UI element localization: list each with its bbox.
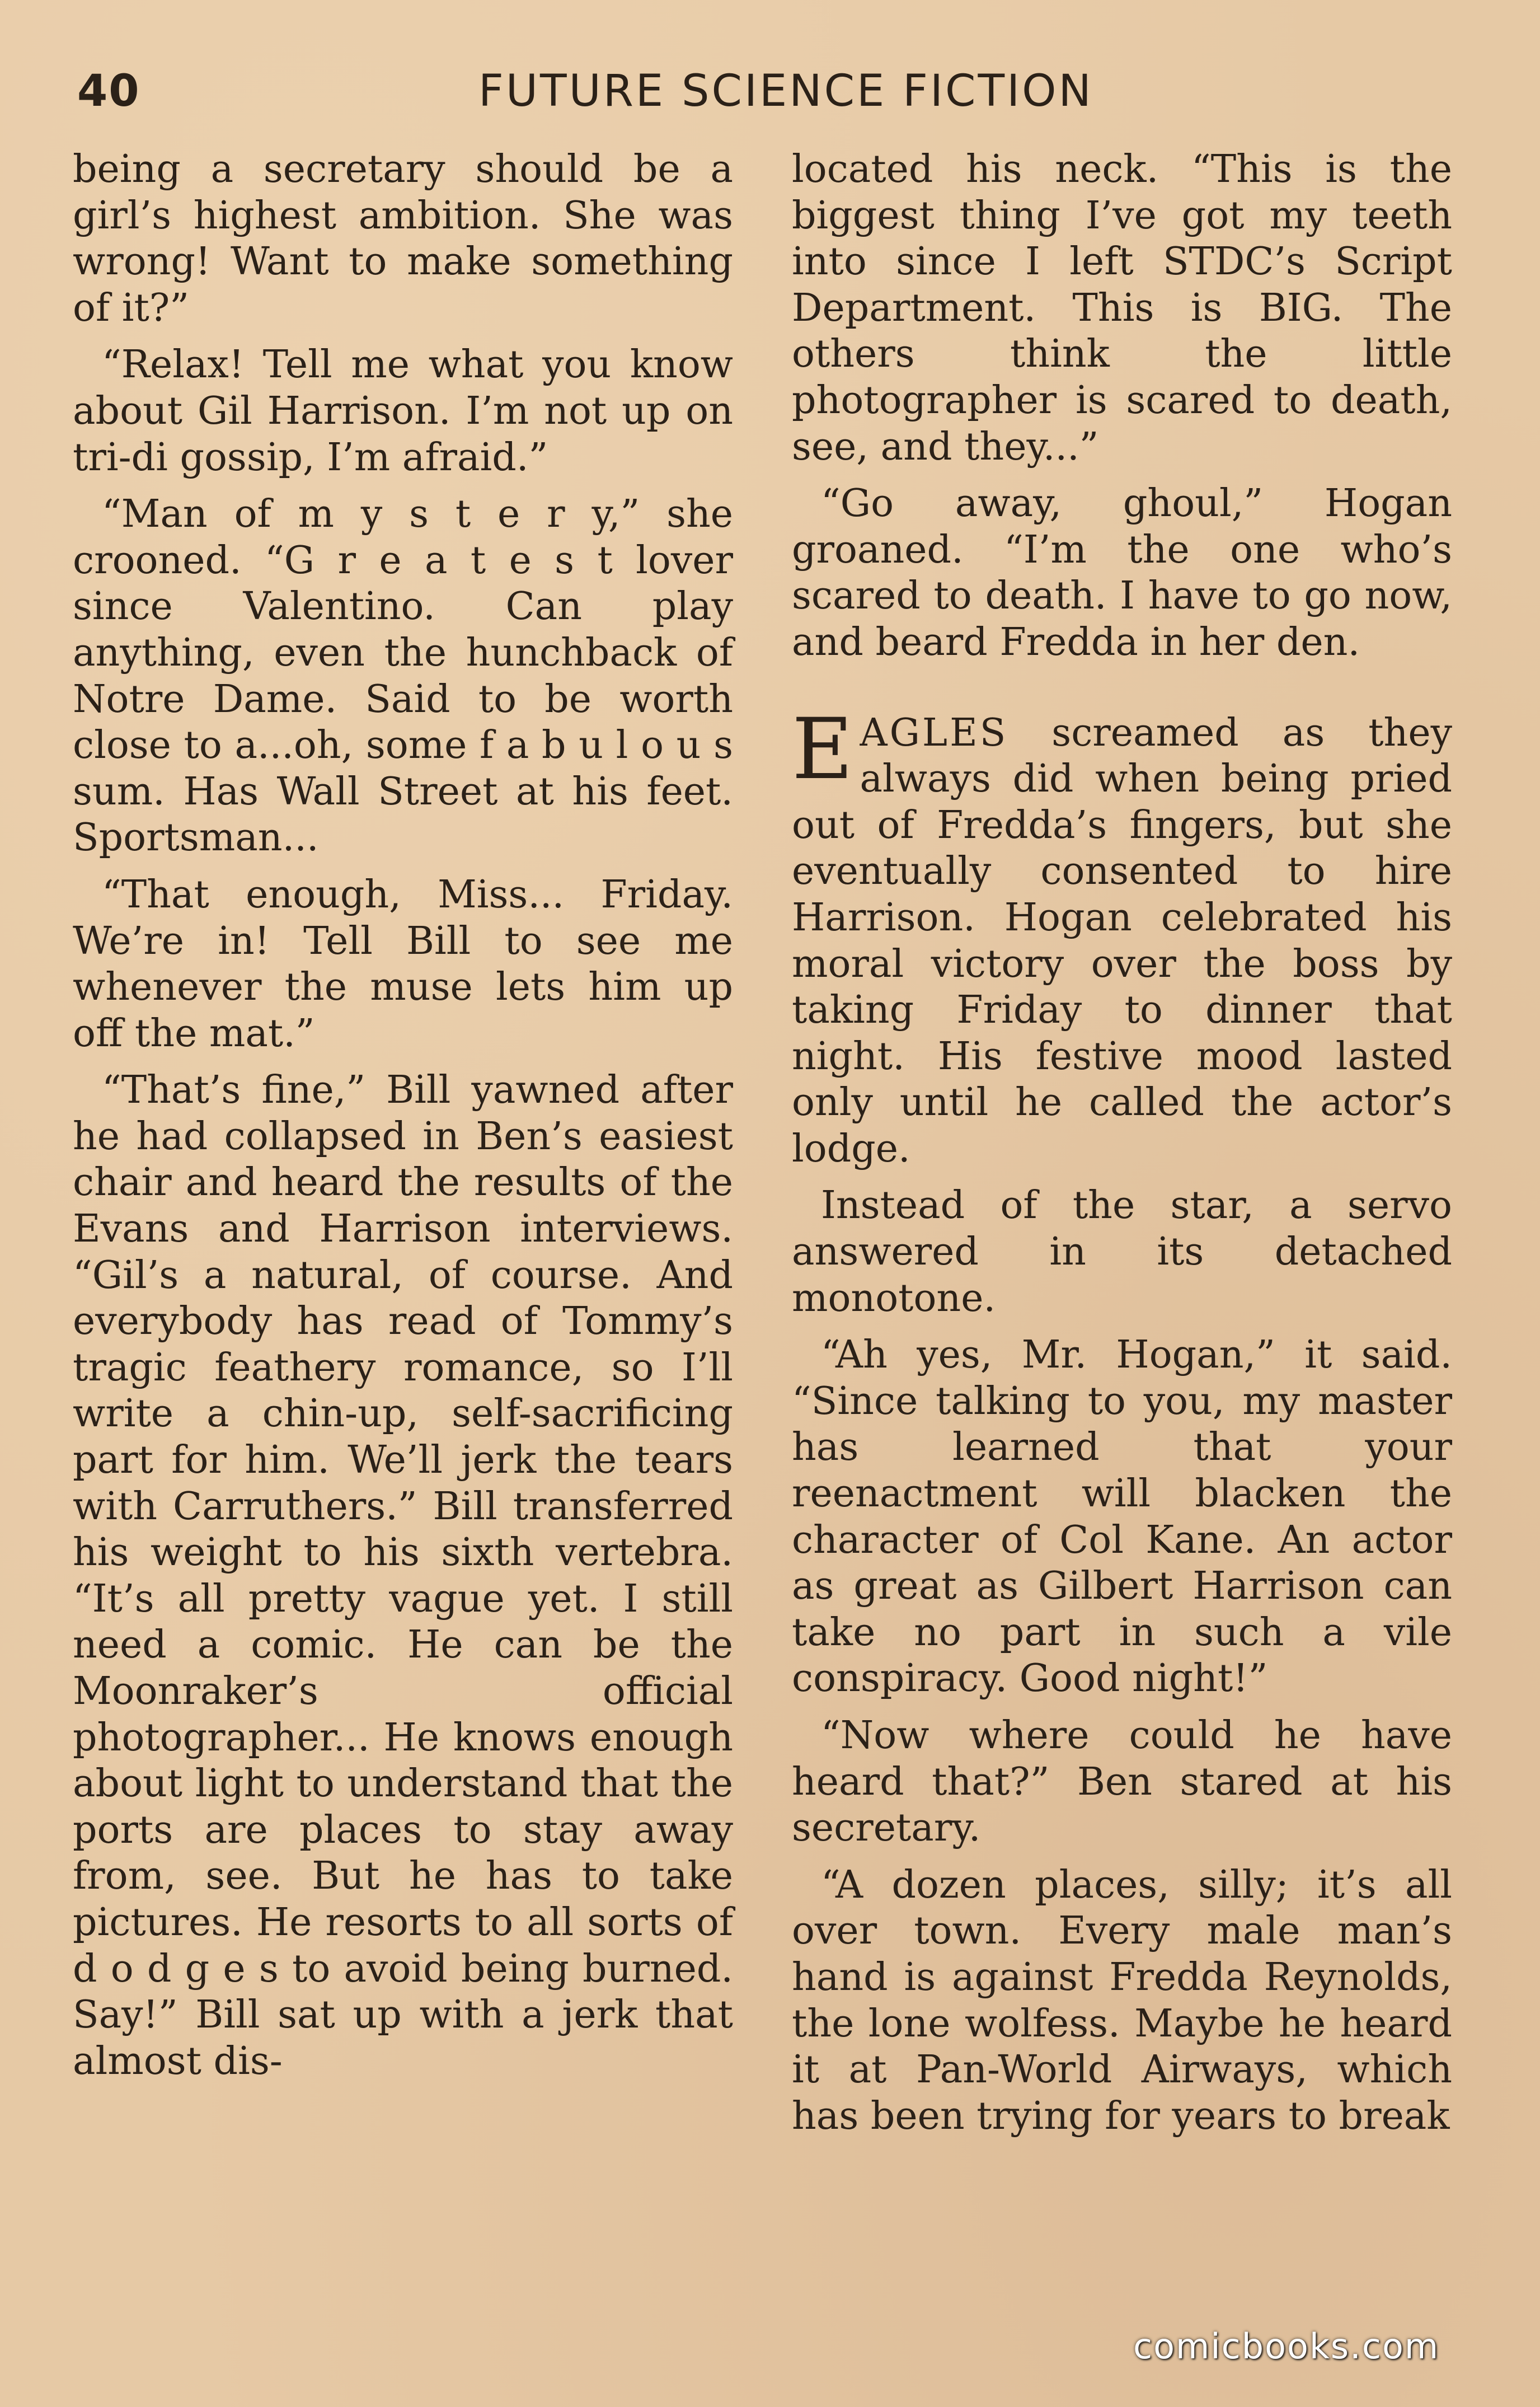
right-column [792,147,1452,2150]
running-head: FUTURE SCIENCE FICTION [478,66,1093,116]
paragraph: “Now where could he have heard that?” Ben stared at his secretary. [792,1713,1452,1851]
paragraph: “Man of m y s t e r y,” she crooned. “G r e a t e s t lover since Valentino. Can play anything, even the hunchback of Notre Dame. Said to be worth close to a...oh, some f a b u l o u s sum. Has Wall Street at his feet. Sportsman... [73,492,733,860]
paragraph: “That’s fine,” Bill yawned after he had collapsed in Ben’s easiest chair and heard the results of the Evans and Harrison interviews. “Gil’s a natural, of course. And everybody has read of Tommy’s tragic feathery romance, so I’ll write a chin-up, self-sacrificing part for him. We’ll jerk the tears with Carruthers.” Bill transferred his weight to his sixth vertebra. “It’s all pretty vague yet. I still need a comic. He can be the Moonraker’s official photographer... He knows enough about light to understand that the ports are places to stay away from, see. But he has to take pictures. He resorts to all sorts of d o d g e s to avoid being burned. Say!” Bill sat up with a jerk that almost dis- [73,1068,733,2083]
section-opening-text: screamed as they always did when being pried out of Fredda’s fingers, but she eventually consented to hire Harrison. Hogan celebrated his moral victory over the boss by taking Friday to dinner that night. His festive mood lasted only until he called the actor’s lodge. [792,710,1452,1171]
paragraph: Instead of the star, a servo answered in its detached monotone. [792,1183,1452,1320]
watermark: comicbooks.com [1133,2326,1440,2367]
paragraph: “That enough, Miss... Friday. We’re in! Tell Bill to see me whenever the muse lets him up off the mat.” [73,872,733,1056]
paragraph: being a secretary should be a girl’s highest ambition. She was wrong! Want to make something of it?” [73,147,733,330]
paragraph: “Relax! Tell me what you know about Gil Harrison. I’m not up on tri-di gossip, I’m afraid.” [73,343,733,480]
paragraph: located his neck. “This is the biggest thing I’ve got my teeth into since I left STDC’s Script Department. This is BIG. The others think the little photographer is scared to death, see, and they...” [792,147,1452,469]
paragraph: “Go away, ghoul,” Hogan groaned. “I’m the one who’s scared to death. I have to go now, and beard Fredda in her den. [792,481,1452,664]
left-column [73,147,733,2095]
section-break [792,677,1452,710]
paragraph: “Ah yes, Mr. Hogan,” it said. “Since talking to you, my master has learned that your reenactment will blacken the character of Col Kane. An actor as great as Gilbert Harrison can take no part in such a vile conspiracy. Good night!” [792,1333,1452,1701]
lead-word: AGLES [860,710,1008,755]
paragraph: “A dozen places, silly; it’s all over town. Every male man’s hand is against Fredda Reynolds, the lone wolfess. Maybe he heard it at Pan-World Airways, which has been trying for years to break [792,1862,1452,2138]
section-opening-paragraph [792,700,1452,1173]
page-number: 40 [77,66,140,116]
drop-cap: E [792,700,853,798]
page-header [0,66,1540,128]
